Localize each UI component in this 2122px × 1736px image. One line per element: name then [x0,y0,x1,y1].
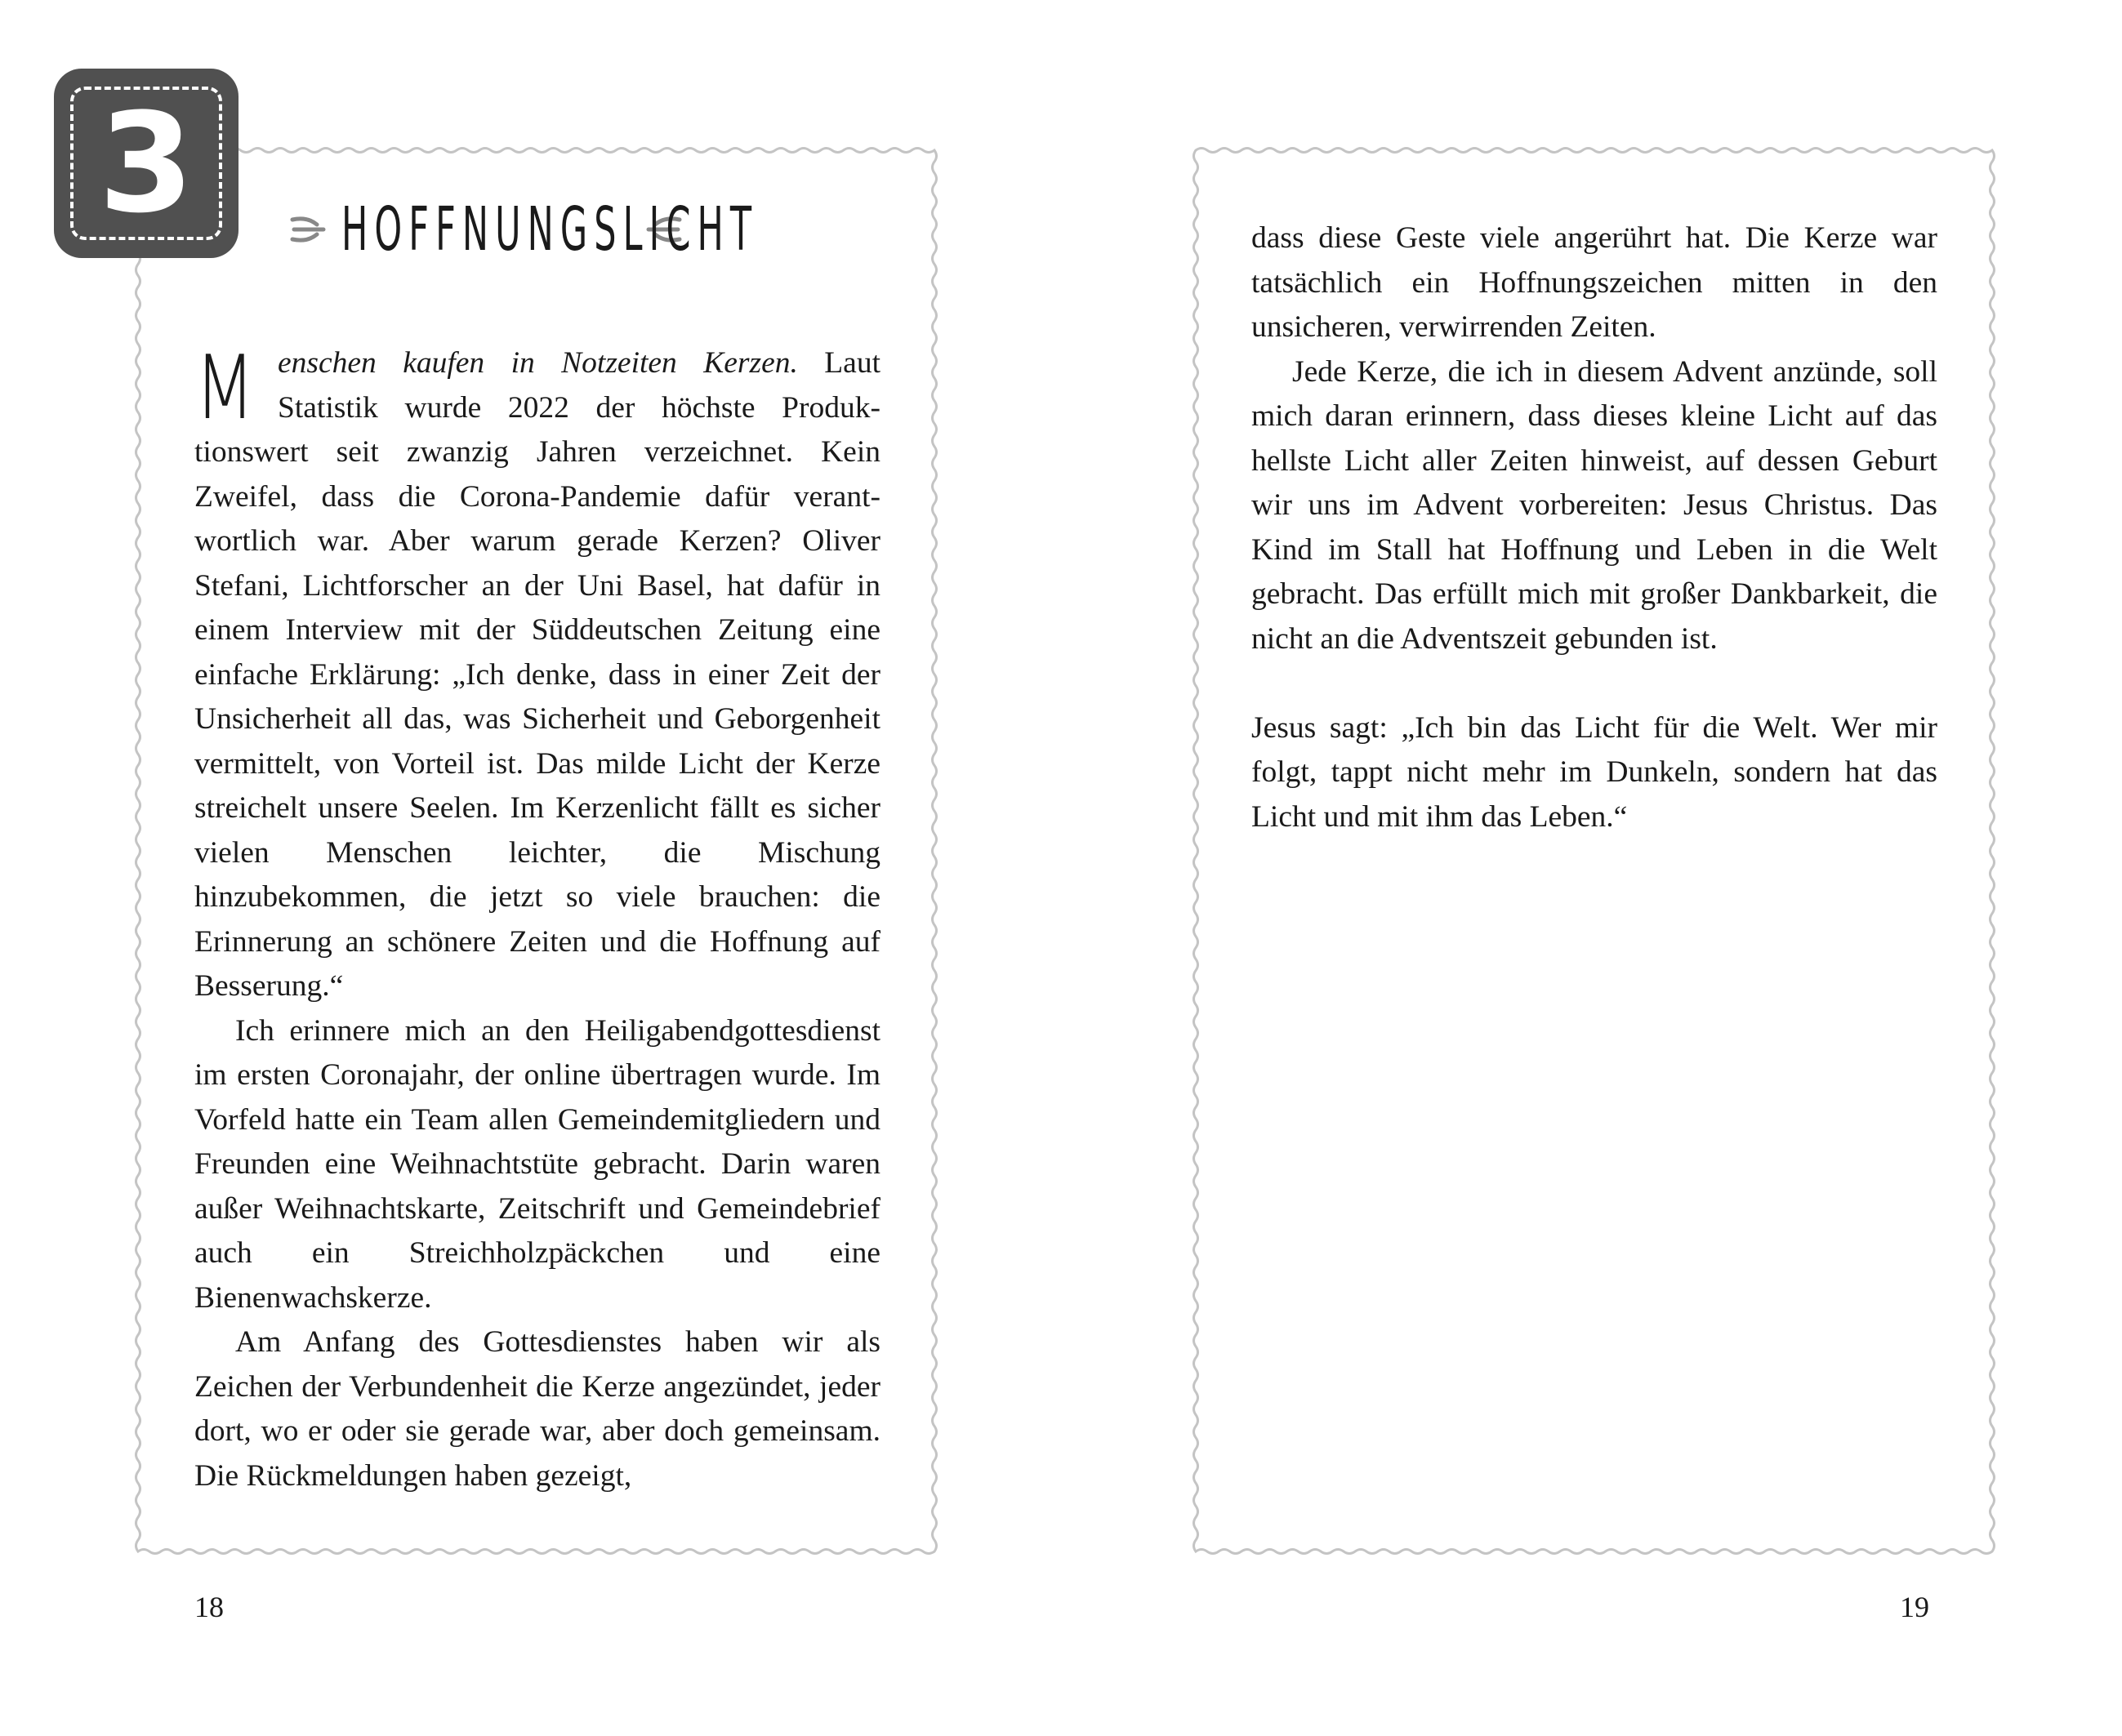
left-flourish-icon [288,207,328,252]
paragraph: Am Anfang des Gottesdienstes haben wir als Zeichen der Verbundenheit die Kerze angezündet, jeder dort, wo er oder sie gerade war, aber doch gemeinsam. Die Rückmeldungen haben gezeigt, [194,1325,880,1493]
bible-quote: Jesus sagt: „Ich bin das Licht für die Welt. Wer mir folgt, tappt nicht mehr im Dunkeln, sondern hat das Licht und mit ihm das Leben.“ [1251,710,1937,834]
right-page-text [1251,216,1937,839]
paragraph [194,337,880,1009]
chapter-heading [288,193,759,266]
page-number-right: 19 [1900,1591,1929,1623]
lead-in: enschen kaufen in Notzeiten Kerzen. [278,346,798,380]
drop-cap: M [194,337,256,439]
page-number-left: 18 [194,1591,224,1623]
paragraph: Jede Kerze, die ich in diesem Advent anzünde, soll mich daran erinnern, dass dieses kleine Licht auf das hellste Licht aller Zeiten hinweist, auf dessen Geburt wir uns im Advent vorbereiten: Jesus Christus. Das Kind im Stall hat Hoffnung und Leben in die Welt gebracht. Das erfüllt mich mit großer Dankbarkeit, die nicht an die Adventszeit gebunden ist. [1251,354,1937,656]
chapter-number: 3 [98,83,194,243]
paragraph-text: Laut Statistik wurde 2022 der höchste Produktionswert seit zwanzig Jahren verzeichnet. Kein Zweifel, dass die Corona-Pandemie dafür verantwortlich war. Aber warum gerade Kerzen? Oliver Stefani, Lichtforscher an der Uni Basel, hat dafür in einem Interview mit der Süddeutschen Zeitung eine einfache Erklärung: „Ich denke, dass in einer Zeit der Unsicherheit all das, was Sicherheit und Geborgenheit vermittelt, von Vorteil ist. Das milde Licht der Kerze streichelt unsere Seelen. Im Kerzenlicht fällt es sicher vielen Menschen leichter, die Mischung hinzubekommen, die jetzt so viele brauchen: die Erinnerung an schönere Zeiten und die Hoffnung auf Besserung.“ [194,346,880,1003]
paragraph: dass diese Geste viele angerührt hat. Die Kerze war tatsächlich ein Hoffnungszeichen mitten in den unsicheren, verwirrenden Zeiten. [1251,221,1937,344]
chapter-number-badge [54,69,239,258]
chapter-title: HOFFNUNGSLICHT [341,194,759,265]
paragraph: Ich erinnere mich an den Heiligabendgottesdienst im ersten Coronajahr, der online übertragen wurde. Im Vorfeld hatte ein Team allen Gemeindemitgliedern und Freunden eine Weihnachtstüte gebracht. Darin waren außer Weihnachtskarte, Zeitschrift und Gemeindebrief auch ein Streichholzpäckchen und eine Bienenwachskerze. [194,1013,880,1315]
left-page-text [194,337,880,1498]
